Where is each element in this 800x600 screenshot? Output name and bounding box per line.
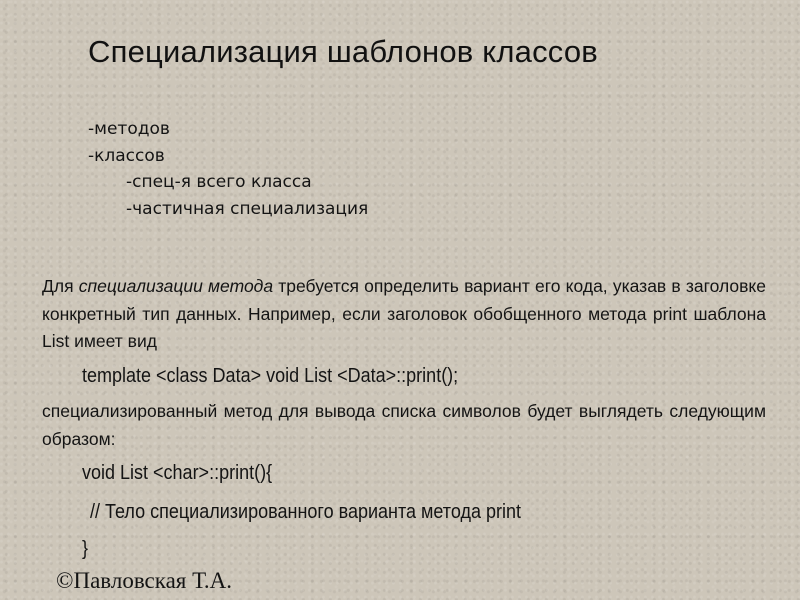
method-specialization-paragraph xyxy=(42,273,766,356)
specialized-method-paragraph: специализированный метод для вывода списка символов будет выглядеть следующим образом: xyxy=(42,401,766,449)
paragraph-prefix: Для xyxy=(42,276,79,296)
code-line-signature: void List <char>::print(){ xyxy=(82,462,273,484)
paragraph-emphasis: специализации метода xyxy=(78,276,274,296)
slide-title: Специализация шаблонов классов xyxy=(88,34,598,69)
paragraph-rest: требуется определить вариант его кода, указав в заголовке конкретный тип данных. Например, если заголовок обобщенного метода print шаблона List имеет вид xyxy=(42,276,766,351)
code-line-comment: // Тело специализированного варианта метода print xyxy=(90,501,522,523)
outline-subitem-partial: -частичная специализация xyxy=(126,198,369,219)
outline-subitem-full-class: -спец-я всего класса xyxy=(126,172,312,192)
topic-outline xyxy=(88,116,368,222)
outline-item-classes: -классов xyxy=(88,145,165,166)
outline-item-methods: -методов xyxy=(88,119,170,139)
code-template-declaration: template <class Data> void List <Data>::print(); xyxy=(82,365,459,387)
author-footer: ©Павловская Т.А. xyxy=(56,568,232,593)
code-line-closing-brace: } xyxy=(82,538,89,560)
